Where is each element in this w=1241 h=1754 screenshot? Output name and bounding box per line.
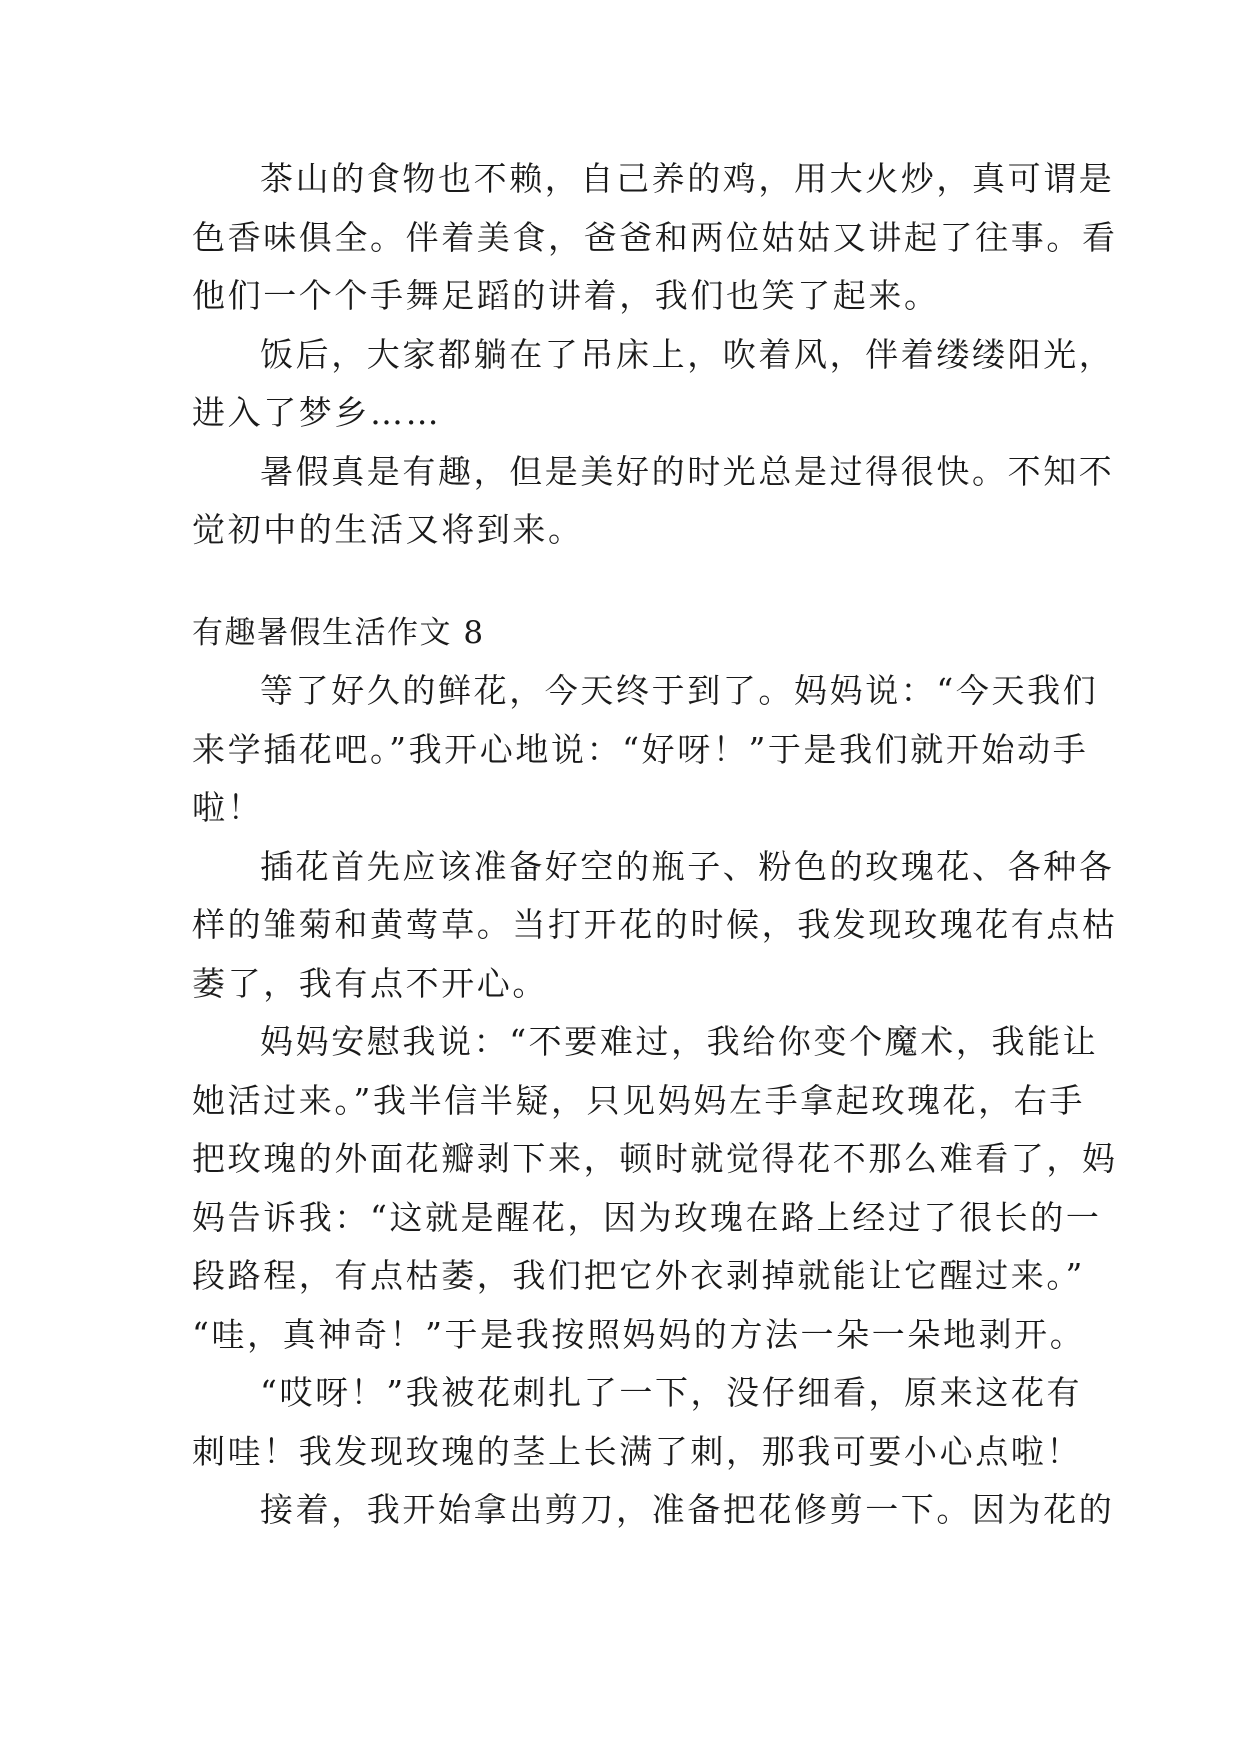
document-page (192, 150, 1118, 1540)
paragraph-flowers-arrived (192, 662, 1099, 838)
text-line: 萎了，我有点不开心。 (192, 963, 548, 1003)
paragraph-thorn-prick (192, 1364, 1083, 1481)
text-line: 妈告诉我：“这就是醒花，因为玫瑰在路上经过了很长的一 (192, 1197, 1102, 1237)
text-line: 刺哇！我发现玫瑰的茎上长满了刺，那我可要小心点啦！ (192, 1431, 1082, 1471)
text-line: “哇，真神奇！”于是我按照妈妈的方法一朵一朵地剥开。 (192, 1314, 1086, 1354)
text-line: 把玫瑰的外面花瓣剥下来，顿时就觉得花不那么难看了，妈 (192, 1139, 1118, 1178)
paragraph-trimming (192, 1481, 1115, 1540)
text-line: 饭后，大家都躺在了吊床上，吹着风，伴着缕缕阳光， (260, 334, 1115, 374)
text-line: 茶山的食物也不赖，自己养的鸡，用大火炒，真可谓是 (260, 159, 1115, 198)
text-line: 色香味俱全。伴着美食，爸爸和两位姑姑又讲起了往事。看 (192, 217, 1118, 257)
text-line: 接着，我开始拿出剪刀，准备把花修剪一下。因为花的 (260, 1490, 1115, 1529)
text-line: 段路程，有点枯萎，我们把它外衣剥掉就能让它醒过来。” (192, 1256, 1085, 1295)
paragraph-wake-flower (192, 1013, 1118, 1364)
text-line: 样的雏菊和黄莺草。当打开花的时候，我发现玫瑰花有点枯 (192, 905, 1118, 944)
text-line: 暑假真是有趣，但是美好的时光总是过得很快。不知不 (260, 451, 1115, 491)
section-title: 有趣暑假生活作文 8 (192, 614, 485, 651)
text-line: 进入了梦乡…… (192, 393, 442, 432)
text-line: 插花首先应该准备好空的瓶子、粉色的玫瑰花、各种各 (260, 846, 1115, 886)
text-line: 他们一个个手舞足蹈的讲着，我们也笑了起来。 (192, 276, 940, 315)
text-line: 等了好久的鲜花，今天终于到了。妈妈说：“今天我们 (260, 671, 1099, 710)
text-line: “哎呀！”我被花刺扎了一下，没仔细看，原来这花有 (260, 1373, 1083, 1412)
text-line: 她活过来。”我半信半疑，只见妈妈左手拿起玫瑰花，右手 (192, 1080, 1085, 1120)
text-line: 觉初中的生活又将到来。 (192, 510, 584, 549)
paragraph-prepare-materials (192, 838, 1118, 1014)
paragraph-tea-mountain-food (192, 150, 1118, 326)
paragraph-after-meal (192, 326, 1115, 443)
paragraph-summer-fun (192, 443, 1115, 560)
text-line: 啦！ (192, 788, 264, 827)
text-line: 来学插花吧。”我开心地说：“好呀！”于是我们就开始动手 (192, 729, 1089, 769)
text-line: 妈妈安慰我说：“不要难过，我给你变个魔术，我能让 (260, 1022, 1099, 1061)
